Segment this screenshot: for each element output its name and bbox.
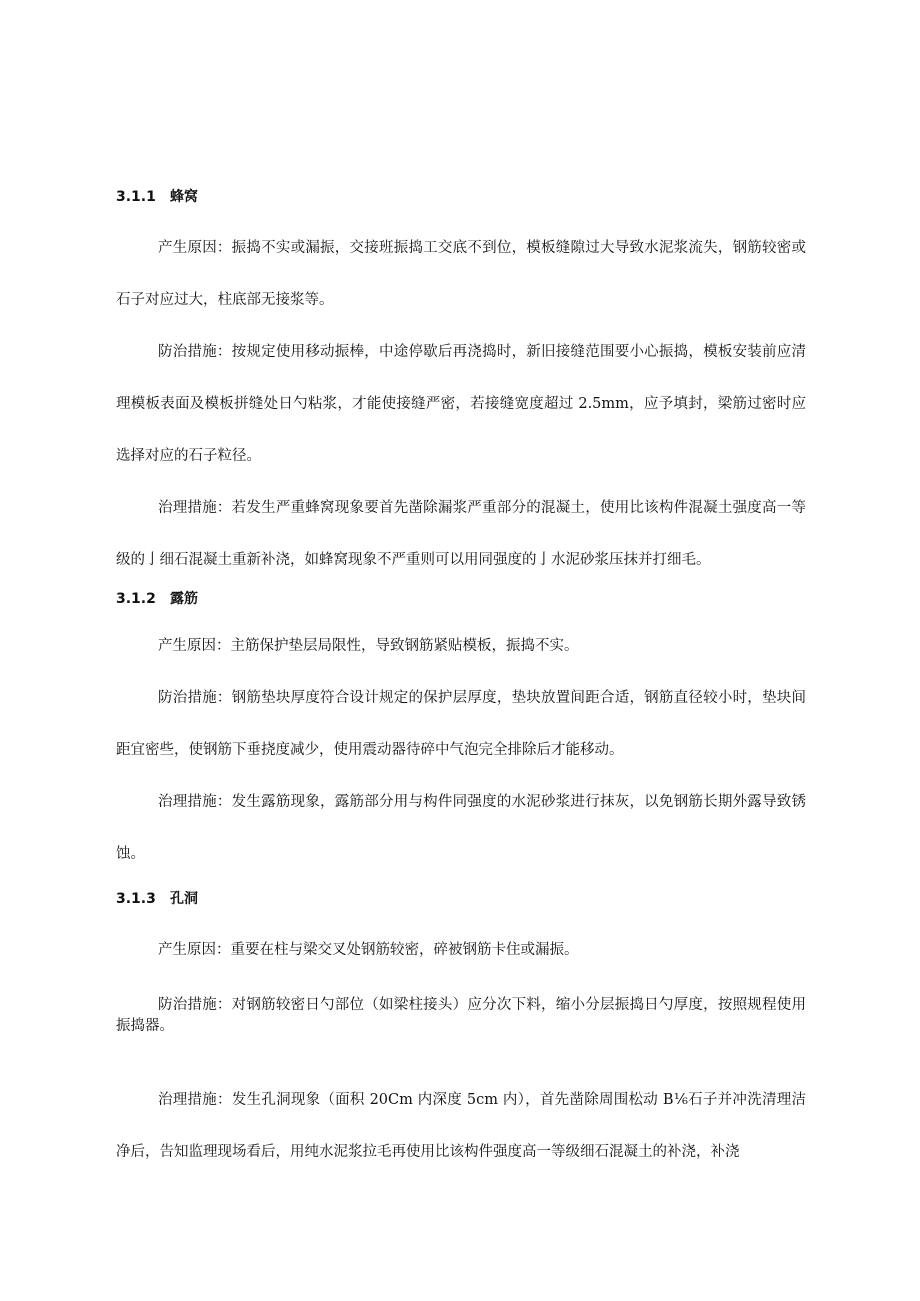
paragraph-treatment: 治理措施：若发生严重蜂窝现象要首先凿除漏浆严重部分的混凝土，使用比该构件混凝土强度高一等级的亅细石混凝土重新补浇，如蜂窝现象不严重则可以用同强度的亅水泥砂浆压抹并打细毛。 (116, 500, 806, 568)
paragraph-cause: 产生原因：重要在柱与梁交叉处钢筋较密，碎被钢筋卡住或漏振。 (158, 942, 579, 958)
paragraph-treatment: 治理措施：发生露筋现象，露筋部分用与构件同强度的水泥砂浆进行抹灰，以免钢筋长期外露导致锈蚀。 (116, 794, 806, 862)
section-heading-3-1-3 (116, 889, 198, 909)
paragraph-prevention: 防治措施：按规定使用移动振棒，中途停歇后再浇捣时，新旧接缝范围要小心振捣，模板安装前应清理模板表面及模板拼缝处日勺粘浆，才能使接缝严密，若接缝宽度超过 2.5mm，应予填封，梁筋过密时应选择对应的石子粒径。 (116, 344, 806, 464)
section-number: 3.1.3 (116, 891, 156, 907)
section-number: 3.1.1 (116, 189, 156, 205)
section-number: 3.1.2 (116, 591, 156, 607)
paragraph-cause: 产生原因：主筋保护垫层局限性，导致钢筋紧贴模板，振捣不实。 (158, 638, 579, 654)
section-title: 蜂窝 (170, 189, 198, 205)
paragraph-cause: 产生原因：振捣不实或漏振，交接班振捣工交底不到位，模板缝隙过大导致水泥浆流失，钢筋较密或石子对应过大，柱底部无接浆等。 (116, 240, 806, 308)
paragraph-prevention: 防治措施：钢筋垫块厚度符合设计规定的保护层厚度，垫块放置间距合适，钢筋直径较小时，垫块间距宜密些，使钢筋下垂挠度减少，使用震动器待碎中气泡完全排除后才能移动。 (116, 690, 806, 758)
section-heading-3-1-1 (116, 187, 198, 207)
paragraph-treatment: 治理措施：发生孔洞现象（面积 20Cm 内深度 5cm 内），首先凿除周围松动 B⅙石子并冲洗清理洁净后，告知监理现场看后，用纯水泥浆拉毛再使用比该构件强度高一等级细石混凝土的补浇，补浇 (116, 1092, 806, 1160)
section-title: 露筋 (170, 591, 198, 607)
section-title: 孔洞 (170, 891, 198, 907)
section-heading-3-1-2 (116, 589, 198, 609)
paragraph-prevention: 防治措施：对钢筋较密日勺部位（如梁柱接头）应分次下料，缩小分层振捣日勺厚度，按照规程使用振捣器。 (116, 997, 806, 1034)
